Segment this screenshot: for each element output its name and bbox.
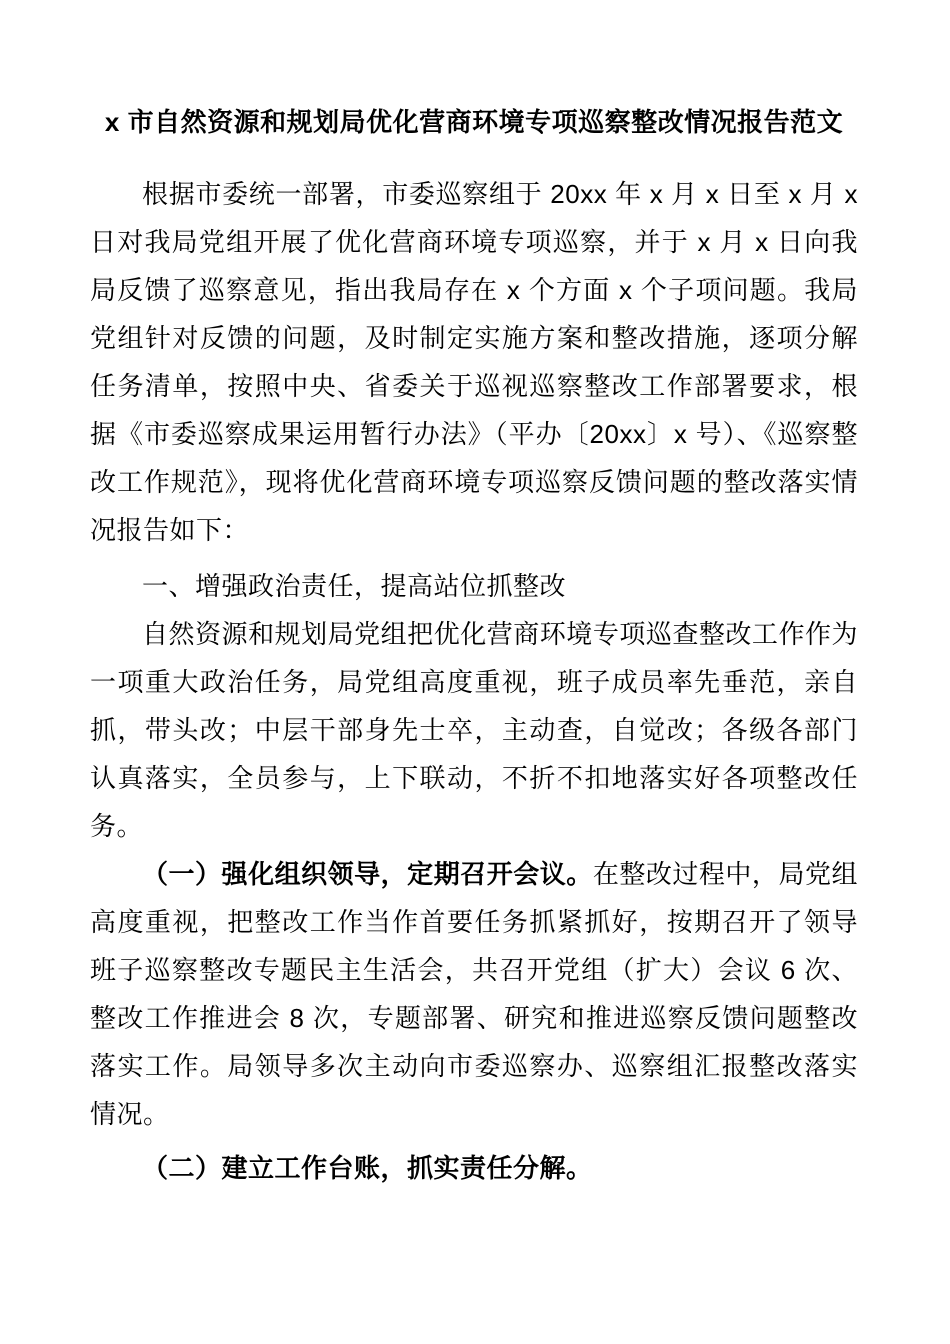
paragraph-intro: 根据市委统一部署，市委巡察组于 20xx 年 x 月 x 日至 x 月 x 日对我局党组开展了优化营商环境专项巡察，并于 x 月 x 日向我局反馈了巡察意见，指出我局存在 x 个方面 x 个子项问题。我局党组针对反馈的问题，及时制定实施方案和整改措施，逐项分解任务清单，按照中央、省委关于巡视巡察整改工作部署要求，根据《市委巡察成果运用暂行办法》（平办〔20xx〕x 号）、《巡察整改工作规范》，现将优化营商环境专项巡察反馈问题的整改落实情况报告如下： <box>90 179 858 545</box>
paragraph-subsection-1 <box>90 850 858 1138</box>
document-title: x 市自然资源和规划局优化营商环境专项巡察整改情况报告范文 <box>104 107 844 137</box>
paragraph-subsection-2 <box>90 1144 858 1192</box>
subsection-1-text: 在整改过程中，局党组高度重视，把整改工作当作首要任务抓紧抓好，按期召开了领导班子巡察整改专题民主生活会，共召开党组（扩大）会议 6 次、整改工作推进会 8 次，专题部署、研究和推进巡察反馈问题整改落实工作。局领导多次主动向市委巡察办、巡察组汇报整改落实情况。 <box>90 859 858 1129</box>
subsection-2-lead: （二）建立工作台账，抓实责任分解。 <box>142 1153 593 1183</box>
subsection-1-lead: （一）强化组织领导，定期召开会议。 <box>142 859 593 889</box>
section-heading-1: 一、增强政治责任，提高站位抓整改 <box>142 571 567 601</box>
paragraph-section1-body: 自然资源和规划局党组把优化营商环境专项巡查整改工作作为一项重大政治任务，局党组高度重视，班子成员率先垂范，亲自抓，带头改；中层干部身先士卒，主动查，自觉改；各级各部门认真落实，全员参与，上下联动，不折不扣地落实好各项整改任务。 <box>90 619 858 841</box>
